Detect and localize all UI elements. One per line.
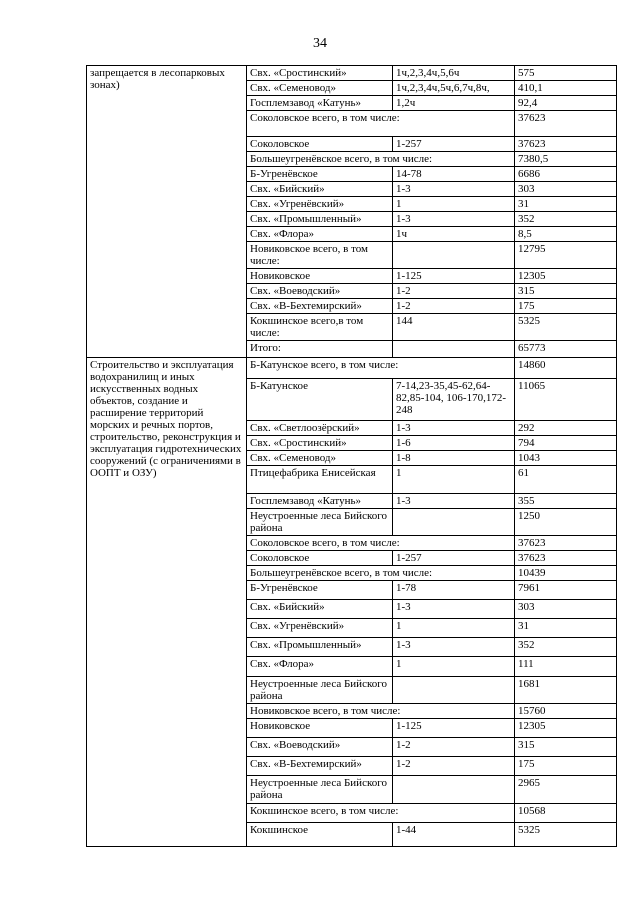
forestry-name-cell: Свх. «Воеводский» [247, 738, 393, 757]
forestry-name-cell: Свх. «Воеводский» [247, 284, 393, 299]
quarter-numbers-cell: 1 [393, 466, 515, 494]
area-cell: 10568 [515, 804, 617, 823]
forestry-name-cell: Соколовское всего, в том числе: [247, 111, 515, 137]
table-row [87, 358, 617, 379]
area-cell: 7961 [515, 581, 617, 600]
area-cell: 352 [515, 212, 617, 227]
forestry-name-cell: Госплемзавод «Катунь» [247, 96, 393, 111]
forestry-name-cell: Свх. «Бийский» [247, 182, 393, 197]
forestry-name-cell: Свх. «В-Бехтемирский» [247, 299, 393, 314]
area-cell: 1250 [515, 509, 617, 536]
area-cell: 1681 [515, 677, 617, 704]
quarter-numbers-cell: 1 [393, 619, 515, 638]
area-cell: 2965 [515, 776, 617, 804]
quarter-numbers-cell: 1-3 [393, 421, 515, 436]
forestry-name-cell: Б-Катунское [247, 379, 393, 421]
forestry-name-cell: Неустроенные леса Бийского района [247, 677, 393, 704]
forestry-name-cell: Свх. «Бийский» [247, 600, 393, 619]
forestry-name-cell: Неустроенные леса Бийского района [247, 776, 393, 804]
forestry-name-cell: Кокшинское всего, в том числе: [247, 804, 515, 823]
forestry-name-cell: Б-Угренёвское [247, 581, 393, 600]
forestry-name-cell: Соколовское всего, в том числе: [247, 536, 515, 551]
area-cell: 11065 [515, 379, 617, 421]
area-cell: 92,4 [515, 96, 617, 111]
quarter-numbers-cell: 1-2 [393, 284, 515, 299]
forestry-name-cell: Свх. «Сростинский» [247, 66, 393, 81]
forestry-name-cell: Свх. «Угренёвский» [247, 619, 393, 638]
forestry-name-cell: Большеугренёвское всего, в том числе: [247, 152, 515, 167]
forestry-name-cell: Новиковское всего, в том числе: [247, 704, 515, 719]
quarter-numbers-cell: 1ч,2,3,4ч,5,6ч [393, 66, 515, 81]
area-cell: 12305 [515, 719, 617, 738]
quarter-numbers-cell: 1-257 [393, 551, 515, 566]
page-number: 34 [313, 36, 327, 51]
forestry-name-cell: Итого: [247, 341, 393, 358]
area-cell: 61 [515, 466, 617, 494]
quarter-numbers-cell [393, 341, 515, 358]
forestry-name-cell: Б-Катунское всего, в том числе: [247, 358, 515, 379]
quarter-numbers-cell: 1-2 [393, 757, 515, 776]
area-cell: 15760 [515, 704, 617, 719]
forestry-name-cell: Свх. «Семеновод» [247, 81, 393, 96]
area-cell: 37623 [515, 551, 617, 566]
area-cell: 292 [515, 421, 617, 436]
forestry-name-cell: Свх. «Угренёвский» [247, 197, 393, 212]
forestry-name-cell: Госплемзавод «Катунь» [247, 494, 393, 509]
quarter-numbers-cell: 144 [393, 314, 515, 341]
forestry-name-cell: Свх. «Промышленный» [247, 212, 393, 227]
area-cell: 14860 [515, 358, 617, 379]
area-cell: 31 [515, 197, 617, 212]
forestry-name-cell: Свх. «Семеновод» [247, 451, 393, 466]
area-cell: 37623 [515, 111, 617, 137]
quarter-numbers-cell [393, 677, 515, 704]
area-cell: 12305 [515, 269, 617, 284]
area-cell: 175 [515, 757, 617, 776]
area-cell: 352 [515, 638, 617, 657]
forestry-name-cell: Большеугренёвское всего, в том числе: [247, 566, 515, 581]
quarter-numbers-cell: 1-78 [393, 581, 515, 600]
purpose-cell: Строительство и эксплуатация водохранилищ и иных искусственных водных объектов, создание и расширение территорий морских и речных портов, строительство, реконструкция и эксплуатация гидротехнических сооружений (с ограничениями в ООПТ и ОЗУ) [87, 358, 247, 847]
area-cell: 315 [515, 284, 617, 299]
forestry-name-cell: Новиковское [247, 719, 393, 738]
quarter-numbers-cell: 1-2 [393, 738, 515, 757]
forestry-name-cell: Кокшинское всего,в том числе: [247, 314, 393, 341]
quarter-numbers-cell: 1-3 [393, 494, 515, 509]
quarter-numbers-cell: 1-125 [393, 269, 515, 284]
area-cell: 5325 [515, 314, 617, 341]
area-cell: 65773 [515, 341, 617, 358]
table-row [87, 66, 617, 81]
area-cell: 6686 [515, 167, 617, 182]
area-cell: 575 [515, 66, 617, 81]
quarter-numbers-cell [393, 776, 515, 804]
quarter-numbers-cell: 1-3 [393, 638, 515, 657]
quarter-numbers-cell: 1-3 [393, 600, 515, 619]
area-cell: 7380,5 [515, 152, 617, 167]
quarter-numbers-cell: 14-78 [393, 167, 515, 182]
quarter-numbers-cell: 7-14,23-35,45-62,64-82,85-104, 106-170,172-248 [393, 379, 515, 421]
forestry-name-cell: Соколовское [247, 551, 393, 566]
quarter-numbers-cell: 1,2ч [393, 96, 515, 111]
forestry-name-cell: Свх. «Сростинский» [247, 436, 393, 451]
quarter-numbers-cell: 1-44 [393, 823, 515, 847]
area-cell: 37623 [515, 536, 617, 551]
quarter-numbers-cell: 1-3 [393, 182, 515, 197]
quarter-numbers-cell: 1-257 [393, 137, 515, 152]
quarter-numbers-cell [393, 509, 515, 536]
quarter-numbers-cell: 1-2 [393, 299, 515, 314]
area-cell: 794 [515, 436, 617, 451]
area-cell: 12795 [515, 242, 617, 269]
area-cell: 355 [515, 494, 617, 509]
area-cell: 37623 [515, 137, 617, 152]
quarter-numbers-cell: 1 [393, 197, 515, 212]
area-cell: 315 [515, 738, 617, 757]
forestry-name-cell: Неустроенные леса Бийского района [247, 509, 393, 536]
quarter-numbers-cell: 1 [393, 657, 515, 677]
quarter-numbers-cell: 1-3 [393, 212, 515, 227]
forestry-name-cell: Кокшинское [247, 823, 393, 847]
forestry-name-cell: Свх. «Флора» [247, 657, 393, 677]
forestry-name-cell: Свх. «В-Бехтемирский» [247, 757, 393, 776]
area-cell: 303 [515, 600, 617, 619]
area-cell: 303 [515, 182, 617, 197]
quarter-numbers-cell: 1ч [393, 227, 515, 242]
quarter-numbers-cell: 1ч,2,3,4ч,5ч,6,7ч,8ч, [393, 81, 515, 96]
forestry-name-cell: Свх. «Промышленный» [247, 638, 393, 657]
quarter-numbers-cell: 1-8 [393, 451, 515, 466]
forestry-name-cell: Новиковское [247, 269, 393, 284]
area-cell: 1043 [515, 451, 617, 466]
area-cell: 31 [515, 619, 617, 638]
area-cell: 10439 [515, 566, 617, 581]
forestry-name-cell: Свх. «Светлоозёрский» [247, 421, 393, 436]
area-cell: 410,1 [515, 81, 617, 96]
quarter-numbers-cell: 1-6 [393, 436, 515, 451]
area-cell: 111 [515, 657, 617, 677]
forestry-name-cell: Б-Угренёвское [247, 167, 393, 182]
forestry-name-cell: Новиковское всего, в том числе: [247, 242, 393, 269]
forestry-name-cell: Свх. «Флора» [247, 227, 393, 242]
area-cell: 8,5 [515, 227, 617, 242]
forest-use-table [86, 65, 617, 847]
purpose-cell: запрещается в лесопарковых зонах) [87, 66, 247, 358]
area-cell: 5325 [515, 823, 617, 847]
area-cell: 175 [515, 299, 617, 314]
forestry-name-cell: Соколовское [247, 137, 393, 152]
quarter-numbers-cell: 1-125 [393, 719, 515, 738]
forestry-name-cell: Птицефабрика Енисейская [247, 466, 393, 494]
quarter-numbers-cell [393, 242, 515, 269]
